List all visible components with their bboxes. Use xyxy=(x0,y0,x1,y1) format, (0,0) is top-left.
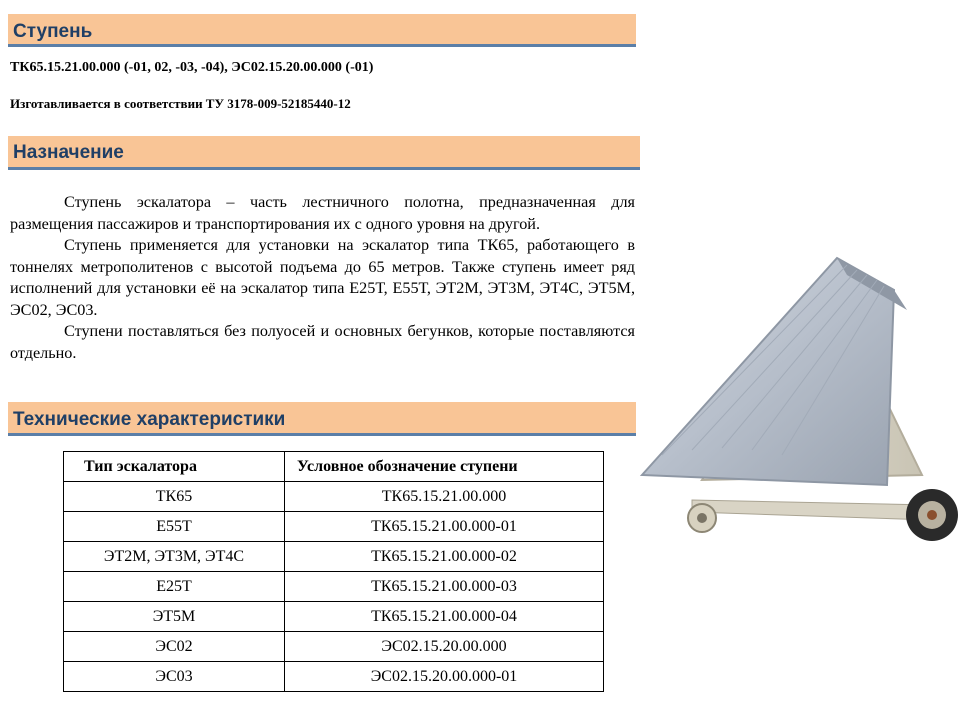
cell-designation: ТК65.15.21.00.000-04 xyxy=(285,602,604,632)
cell-designation: ЭС02.15.20.00.000-01 xyxy=(285,662,604,692)
technical-conditions: Изготавливается в соответствии ТУ 3178-009-52185440-12 xyxy=(10,96,351,111)
section-header-purpose: Назначение xyxy=(8,136,640,170)
column-header-designation: Условное обозначение ступени xyxy=(285,452,604,482)
table-row xyxy=(64,662,604,692)
table-row xyxy=(64,632,604,662)
table-row xyxy=(64,512,604,542)
model-designations: ТК65.15.21.00.000 (-01, 02, -03, -04), ЭС02.15.20.00.000 (-01) xyxy=(10,60,374,75)
cell-type: ТК65 xyxy=(64,482,285,512)
section-header-specs: Технические характеристики xyxy=(8,402,636,436)
cell-type: ЭТ2М, ЭТ3М, ЭТ4С xyxy=(64,542,285,572)
specs-table xyxy=(63,451,604,692)
cell-designation: ТК65.15.21.00.000 xyxy=(285,482,604,512)
section-header-step: Ступень xyxy=(8,14,636,47)
table-row xyxy=(64,602,604,632)
description-paragraph: Ступень применяется для установки на эскалатор типа ТК65, работающего в тоннелях метрополитенов с высотой подъема до 65 метров. Также ступень имеет ряд исполнений для установки её на эскалатор типа Е25Т, Е55Т, ЭТ2М, ЭТ3М, ЭТ4С, ЭТ5М, ЭС02, ЭС03. xyxy=(10,236,635,319)
cell-designation: ТК65.15.21.00.000-01 xyxy=(285,512,604,542)
cell-type: Е55Т xyxy=(64,512,285,542)
cell-type: ЭС02 xyxy=(64,632,285,662)
cell-designation: ТК65.15.21.00.000-02 xyxy=(285,542,604,572)
description-paragraph: Ступень эскалатора – часть лестничного полотна, предназначенная для размещения пассажиров и транспортирования их с одного уровня на другой. xyxy=(10,193,635,233)
table-header-row xyxy=(64,452,604,482)
column-header-type: Тип эскалатора xyxy=(64,452,285,482)
escalator-step-photo xyxy=(632,250,972,560)
table-row xyxy=(64,542,604,572)
cell-type: ЭТ5М xyxy=(64,602,285,632)
cell-type: ЭС03 xyxy=(64,662,285,692)
description-text xyxy=(10,192,635,364)
cell-type: Е25Т xyxy=(64,572,285,602)
description-paragraph: Ступени поставляться без полуосей и основных бегунков, которые поставляются отдельно. xyxy=(10,322,635,362)
cell-designation: ТК65.15.21.00.000-03 xyxy=(285,572,604,602)
table-row xyxy=(64,482,604,512)
table-row xyxy=(64,572,604,602)
cell-designation: ЭС02.15.20.00.000 xyxy=(285,632,604,662)
